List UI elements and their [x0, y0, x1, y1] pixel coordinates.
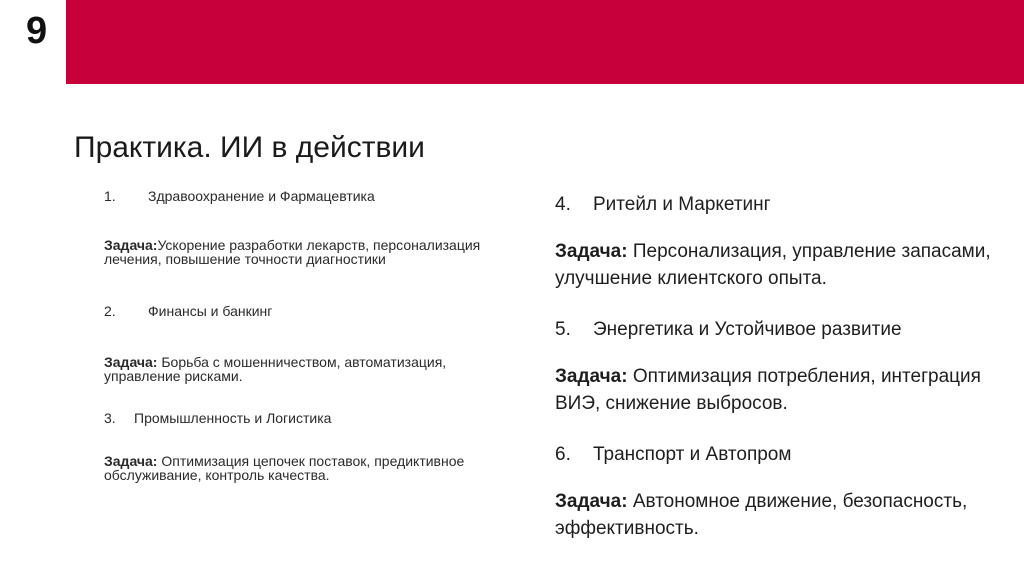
task-label: Задача: — [104, 354, 158, 370]
section-title: Энергетика и Устойчивое развитие — [593, 319, 902, 340]
section-task — [104, 355, 494, 383]
section-number: 3. — [104, 410, 116, 426]
task-text: Оптимизация потребления, интеграция ВИЭ, снижение выбросов. — [555, 366, 981, 414]
section-task — [104, 238, 494, 266]
right-column — [555, 193, 995, 542]
section-title: Промышленность и Логистика — [134, 410, 332, 426]
slide-title: Практика. ИИ в действии — [74, 131, 425, 164]
task-text: Борьба с мошенничеством, автоматизация, управление рисками. — [104, 354, 447, 384]
section-heading — [104, 301, 494, 321]
slide-number: 9 — [26, 10, 48, 52]
section-heading — [555, 443, 995, 467]
section-number: 1. — [104, 188, 116, 204]
task-text: Автономное движение, безопасность, эффективность. — [555, 491, 968, 539]
section-task — [555, 363, 995, 417]
section-heading — [104, 408, 494, 428]
section-heading — [555, 318, 995, 342]
section-heading — [555, 193, 995, 217]
task-label: Задача: — [555, 366, 628, 387]
task-label: Задача: — [104, 453, 158, 469]
task-label: Задача: — [555, 241, 628, 262]
task-text: Оптимизация цепочек поставок, предиктивное обслуживание, контроль качества. — [104, 453, 465, 483]
section-number: 5. — [555, 319, 571, 340]
section-title: Здравоохранение и Фармацевтика — [148, 188, 375, 204]
task-text: Ускорение разработки лекарств, персонализация лечения, повышение точности диагностики — [104, 237, 481, 267]
section-number: 6. — [555, 444, 571, 465]
section-title: Ритейл и Маркетинг — [593, 194, 771, 215]
section-heading — [104, 186, 494, 206]
section-number: 2. — [104, 303, 116, 319]
left-column — [104, 186, 494, 482]
task-text: Персонализация, управление запасами, улучшение клиентского опыта. — [555, 241, 991, 289]
task-label: Задача: — [104, 237, 158, 253]
section-task — [104, 454, 494, 482]
section-number: 4. — [555, 194, 571, 215]
section-title: Транспорт и Автопром — [593, 444, 792, 465]
task-label: Задача: — [555, 491, 628, 512]
section-task — [555, 238, 995, 292]
section-task — [555, 488, 995, 542]
section-title: Финансы и банкинг — [148, 303, 273, 319]
header-bar — [66, 0, 1024, 84]
